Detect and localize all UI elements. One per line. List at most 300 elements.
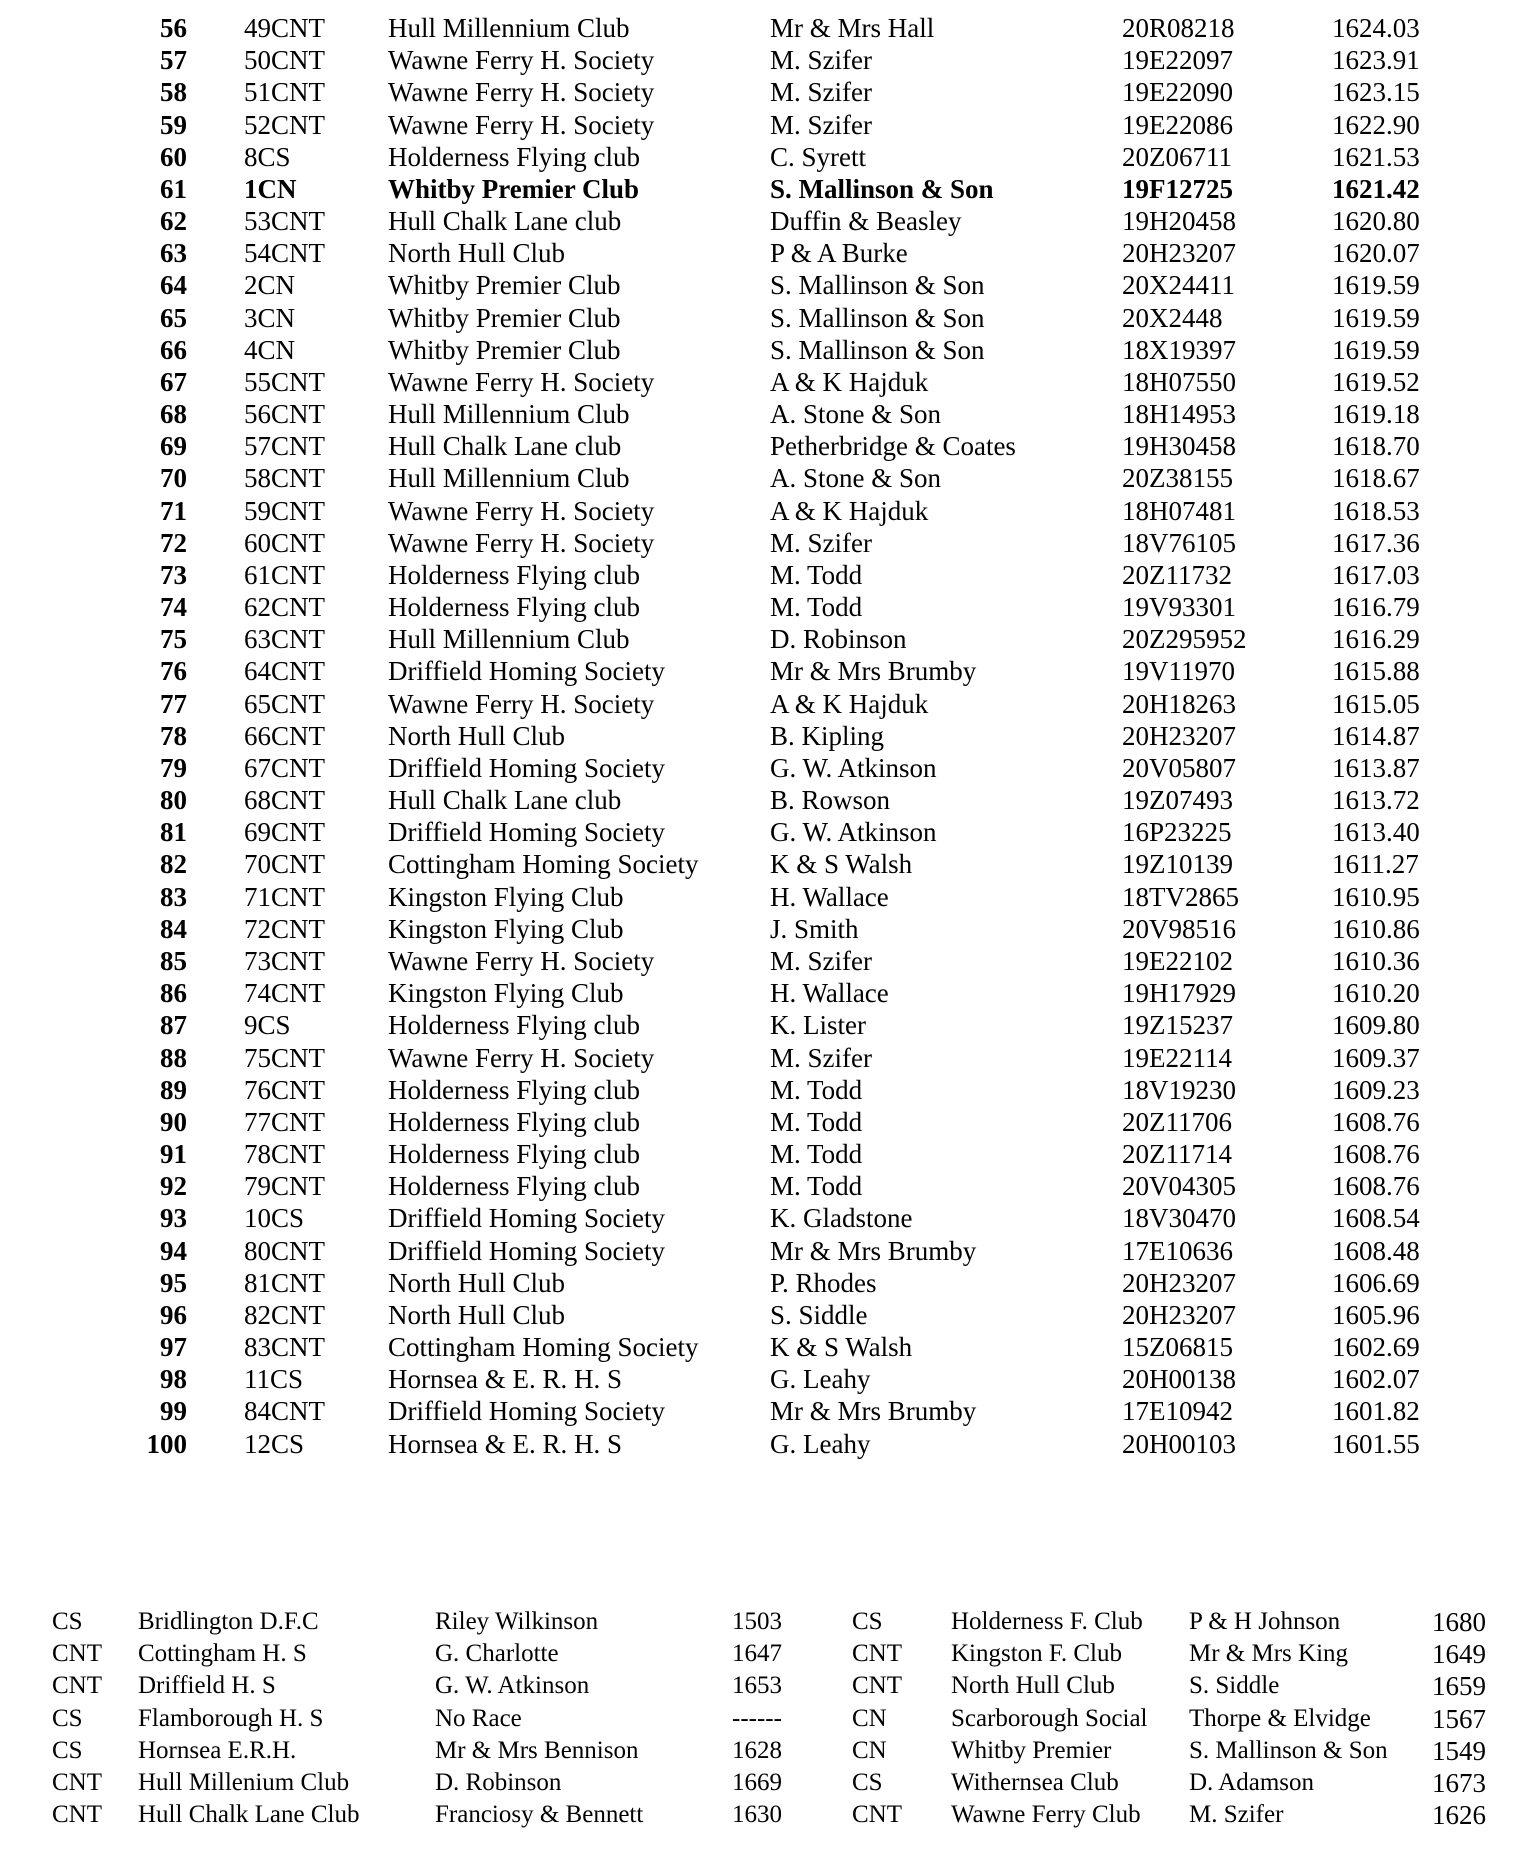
section-code-cell: 54CNT [244, 238, 325, 269]
velocity-cell: 1608.48 [1332, 1235, 1420, 1266]
table-row [0, 1074, 1517, 1106]
club-cell: Wawne Ferry H. Society [388, 945, 655, 976]
fancier-name-cell: A & K Hajduk [770, 688, 929, 719]
club-cell: Hull Millennium Club [388, 624, 630, 655]
position-cell: 67 [160, 366, 187, 397]
club-cell: Holderness Flying club [388, 1106, 640, 1137]
position-cell: 96 [160, 1299, 187, 1330]
table-row [0, 44, 1517, 76]
section-code-cell: 76CNT [244, 1074, 325, 1105]
velocity-cell: 1608.76 [1332, 1106, 1420, 1137]
club-cell: Wawne Ferry H. Society [388, 45, 655, 76]
section-code-cell: 71CNT [244, 881, 325, 912]
club-cell: Cottingham H. S [138, 1640, 307, 1668]
fancier-name-cell: S. Mallinson & Son [770, 270, 985, 301]
fancier-name-cell: K. Gladstone [770, 1203, 913, 1234]
table-row [0, 302, 1517, 334]
section-cell: CN [852, 1736, 887, 1764]
fancier-name-cell: H. Wallace [770, 881, 889, 912]
club-cell: Wawne Ferry H. Society [388, 527, 655, 558]
table-row [0, 76, 1517, 108]
section-cell: CNT [52, 1672, 102, 1700]
ring-number-cell: 19E22090 [1122, 77, 1233, 108]
ring-number-cell: 20V98516 [1122, 913, 1236, 944]
table-row [0, 1428, 1517, 1460]
table-row [0, 1363, 1517, 1395]
fancier-name-cell: Mr & Mrs Brumby [770, 1235, 977, 1266]
position-cell: 98 [160, 1364, 187, 1395]
velocity-cell: 1609.23 [1332, 1074, 1420, 1105]
section-cell: CN [852, 1704, 887, 1732]
velocity-cell: 1623.91 [1332, 45, 1420, 76]
fancier-name-cell: Mr & Mrs Brumby [770, 1396, 977, 1427]
section-cell: CNT [52, 1801, 102, 1829]
section-code-cell: 59CNT [244, 495, 325, 526]
table-row [0, 269, 1517, 301]
position-cell: 86 [160, 978, 187, 1009]
club-cell: Holderness Flying club [388, 1139, 640, 1170]
velocity-cell: 1610.95 [1332, 881, 1420, 912]
table-row [0, 205, 1517, 237]
position-cell: 75 [160, 624, 187, 655]
velocity-cell: 1567 [1432, 1703, 1486, 1734]
fancier-name-cell: Petherbridge & Coates [770, 431, 1016, 462]
velocity-cell: 1613.87 [1332, 752, 1420, 783]
fancier-name-cell: P & A Burke [770, 238, 908, 269]
ring-number-cell: 20Z06711 [1122, 141, 1232, 172]
position-cell: 87 [160, 1010, 187, 1041]
ring-number-cell: 19E22102 [1122, 945, 1233, 976]
velocity-cell: 1608.54 [1332, 1203, 1420, 1234]
club-cell: Kingston Flying Club [388, 978, 624, 1009]
ring-number-cell: 19Z07493 [1122, 785, 1233, 816]
club-cell: North Hull Club [388, 720, 566, 751]
section-code-cell: 4CN [244, 334, 296, 365]
position-cell: 73 [160, 559, 187, 590]
fancier-name-cell: M. Todd [770, 1074, 863, 1105]
club-cell: Bridlington D.F.C [138, 1608, 319, 1635]
table-row [0, 1299, 1517, 1331]
fancier-name-cell: G. Leahy [770, 1428, 871, 1459]
position-cell: 58 [160, 77, 187, 108]
winner-name-cell: G. Charlotte [435, 1640, 559, 1668]
table-row [0, 1106, 1517, 1138]
table-row [0, 1042, 1517, 1074]
velocity-cell: 1669 [732, 1768, 782, 1796]
winner-name-cell: No Race [435, 1704, 522, 1732]
winner-name-cell: Riley Wilkinson [435, 1608, 599, 1635]
section-code-cell: 55CNT [244, 366, 325, 397]
club-cell: Wawne Ferry H. Society [388, 1042, 655, 1073]
section-code-cell: 11CS [244, 1364, 304, 1395]
fancier-name-cell: S. Siddle [770, 1299, 868, 1330]
fancier-name-cell: M. Todd [770, 559, 863, 590]
fancier-name-cell: Mr & Mrs Brumby [770, 656, 977, 687]
section-code-cell: 70CNT [244, 849, 325, 880]
velocity-cell: 1619.18 [1332, 399, 1420, 430]
section-code-cell: 52CNT [244, 109, 325, 140]
table-row [0, 784, 1517, 816]
club-cell: Flamborough H. S [138, 1704, 324, 1732]
club-winner-row [0, 1606, 1517, 1638]
ring-number-cell: 20H00138 [1122, 1364, 1236, 1395]
club-cell: Whitby Premier [951, 1736, 1112, 1764]
ring-number-cell: 20V05807 [1122, 752, 1236, 783]
section-code-cell: 63CNT [244, 624, 325, 655]
table-row [0, 1138, 1517, 1170]
velocity-cell: 1613.72 [1332, 785, 1420, 816]
position-cell: 63 [160, 238, 187, 269]
ring-number-cell: 20X24411 [1122, 270, 1235, 301]
velocity-cell: 1621.53 [1332, 141, 1420, 172]
club-cell: Driffield Homing Society [388, 817, 665, 848]
table-row [0, 881, 1517, 913]
winner-name-cell: S. Siddle [1189, 1672, 1280, 1700]
winner-name-cell: Thorpe & Elvidge [1189, 1704, 1371, 1732]
club-cell: Kingston Flying Club [388, 881, 624, 912]
club-cell: Wawne Ferry H. Society [388, 366, 655, 397]
position-cell: 77 [160, 688, 187, 719]
velocity-cell: 1610.20 [1332, 978, 1420, 1009]
fancier-name-cell: S. Mallinson & Son [770, 334, 985, 365]
results-table [0, 12, 1517, 1460]
ring-number-cell: 20Z295952 [1122, 624, 1247, 655]
fancier-name-cell: G. W. Atkinson [770, 817, 937, 848]
club-cell: Hornsea & E. R. H. S [388, 1364, 622, 1395]
position-cell: 89 [160, 1074, 187, 1105]
position-cell: 99 [160, 1396, 187, 1427]
velocity-cell: 1623.15 [1332, 77, 1420, 108]
section-code-cell: 69CNT [244, 817, 325, 848]
section-code-cell: 81CNT [244, 1267, 325, 1298]
position-cell: 83 [160, 881, 187, 912]
velocity-cell: 1616.29 [1332, 624, 1420, 655]
table-row [0, 720, 1517, 752]
position-cell: 59 [160, 109, 187, 140]
club-cell: Hull Millennium Club [388, 399, 630, 430]
club-cell: Holderness Flying club [388, 592, 640, 623]
velocity-cell: 1624.03 [1332, 13, 1420, 43]
club-cell: Driffield Homing Society [388, 752, 665, 783]
ring-number-cell: 20X2448 [1122, 302, 1223, 333]
club-winner-row [0, 1799, 1517, 1831]
section-code-cell: 74CNT [244, 978, 325, 1009]
club-cell: Hull Millennium Club [388, 13, 630, 43]
section-code-cell: 49CNT [244, 13, 325, 43]
club-cell: North Hull Club [388, 1299, 566, 1330]
table-row [0, 977, 1517, 1009]
table-row [0, 688, 1517, 720]
section-code-cell: 10CS [244, 1203, 305, 1234]
velocity-cell: 1601.55 [1332, 1428, 1420, 1459]
club-cell: Driffield Homing Society [388, 1396, 665, 1427]
velocity-cell: 1610.86 [1332, 913, 1420, 944]
ring-number-cell: 20Z11706 [1122, 1106, 1232, 1137]
winner-name-cell: Franciosy & Bennett [435, 1801, 644, 1829]
club-winner-row [0, 1670, 1517, 1702]
ring-number-cell: 19E22114 [1122, 1042, 1232, 1073]
velocity-cell: 1615.05 [1332, 688, 1420, 719]
fancier-name-cell: A. Stone & Son [770, 399, 942, 430]
section-code-cell: 84CNT [244, 1396, 325, 1427]
table-row [0, 848, 1517, 880]
fancier-name-cell: J. Smith [770, 913, 859, 944]
velocity-cell: 1614.87 [1332, 720, 1420, 751]
club-cell: Driffield Homing Society [388, 656, 665, 687]
ring-number-cell: 17E10636 [1122, 1235, 1233, 1266]
table-row [0, 109, 1517, 141]
club-cell: Hull Chalk Lane Club [138, 1801, 360, 1829]
velocity-cell: 1622.90 [1332, 109, 1420, 140]
velocity-cell: 1628 [732, 1736, 782, 1764]
winner-name-cell: M. Szifer [1189, 1801, 1284, 1829]
club-cell: Whitby Premier Club [388, 173, 640, 204]
position-cell: 90 [160, 1106, 187, 1137]
club-cell: Hull Chalk Lane club [388, 206, 622, 237]
section-code-cell: 73CNT [244, 945, 325, 976]
position-cell: 80 [160, 785, 187, 816]
section-code-cell: 1CN [244, 173, 297, 204]
table-row [0, 495, 1517, 527]
table-row [0, 1267, 1517, 1299]
velocity-cell: 1613.40 [1332, 817, 1420, 848]
winner-name-cell: S. Mallinson & Son [1189, 1736, 1388, 1764]
fancier-name-cell: M. Szifer [770, 527, 872, 558]
position-cell: 78 [160, 720, 187, 751]
velocity-cell: 1616.79 [1332, 592, 1420, 623]
club-winner-row [0, 1638, 1517, 1670]
club-cell: Hornsea & E. R. H. S [388, 1428, 622, 1459]
section-code-cell: 50CNT [244, 45, 325, 76]
position-cell: 81 [160, 817, 187, 848]
ring-number-cell: 15Z06815 [1122, 1332, 1233, 1363]
fancier-name-cell: Duffin & Beasley [770, 206, 962, 237]
fancier-name-cell: K. Lister [770, 1010, 866, 1041]
section-code-cell: 82CNT [244, 1299, 325, 1330]
fancier-name-cell: M. Todd [770, 1171, 863, 1202]
position-cell: 57 [160, 45, 187, 76]
club-cell: Withernsea Club [951, 1768, 1119, 1796]
velocity-cell: 1618.70 [1332, 431, 1420, 462]
position-cell: 74 [160, 592, 187, 623]
winner-name-cell: Mr & Mrs King [1189, 1640, 1349, 1668]
section-code-cell: 65CNT [244, 688, 325, 719]
club-cell: Hull Chalk Lane club [388, 431, 622, 462]
velocity-cell: 1619.52 [1332, 366, 1420, 397]
position-cell: 60 [160, 141, 187, 172]
ring-number-cell: 19H30458 [1122, 431, 1236, 462]
ring-number-cell: 19E22086 [1122, 109, 1233, 140]
table-row [0, 398, 1517, 430]
section-code-cell: 66CNT [244, 720, 325, 751]
section-code-cell: 2CN [244, 270, 296, 301]
ring-number-cell: 20H23207 [1122, 1267, 1236, 1298]
ring-number-cell: 20R08218 [1122, 13, 1235, 43]
ring-number-cell: 18H07481 [1122, 495, 1236, 526]
fancier-name-cell: G. Leahy [770, 1364, 871, 1395]
section-cell: CNT [52, 1768, 102, 1796]
velocity-cell: 1680 [1432, 1607, 1486, 1637]
section-code-cell: 83CNT [244, 1332, 325, 1363]
winner-name-cell: Mr & Mrs Bennison [435, 1736, 639, 1764]
section-code-cell: 53CNT [244, 206, 325, 237]
position-cell: 93 [160, 1203, 187, 1234]
club-cell: Kingston F. Club [951, 1640, 1122, 1668]
club-cell: North Hull Club [951, 1672, 1115, 1700]
position-cell: 72 [160, 527, 187, 558]
velocity-cell: 1647 [732, 1640, 782, 1668]
velocity-cell: 1609.37 [1332, 1042, 1420, 1073]
velocity-cell: 1621.42 [1332, 173, 1420, 204]
section-cell: CNT [852, 1640, 902, 1668]
table-row [0, 12, 1517, 44]
ring-number-cell: 20Z38155 [1122, 463, 1233, 494]
fancier-name-cell: B. Rowson [770, 785, 891, 816]
table-row [0, 430, 1517, 462]
club-cell: Holderness F. Club [951, 1608, 1143, 1635]
fancier-name-cell: M. Todd [770, 1106, 863, 1137]
section-code-cell: 60CNT [244, 527, 325, 558]
club-cell: Hull Millennium Club [388, 463, 630, 494]
fancier-name-cell: B. Kipling [770, 720, 885, 751]
fancier-name-cell: G. W. Atkinson [770, 752, 937, 783]
table-row [0, 591, 1517, 623]
section-code-cell: 78CNT [244, 1139, 325, 1170]
table-row [0, 462, 1517, 494]
section-code-cell: 61CNT [244, 559, 325, 590]
winner-name-cell: D. Robinson [435, 1768, 562, 1796]
section-code-cell: 56CNT [244, 399, 325, 430]
ring-number-cell: 18V30470 [1122, 1203, 1236, 1234]
position-cell: 82 [160, 849, 187, 880]
velocity-cell: 1620.80 [1332, 206, 1420, 237]
table-row [0, 1395, 1517, 1427]
fancier-name-cell: M. Todd [770, 1139, 863, 1170]
velocity-cell: 1611.27 [1332, 849, 1419, 880]
table-row [0, 237, 1517, 269]
position-cell: 61 [160, 173, 187, 204]
position-cell: 79 [160, 752, 187, 783]
section-code-cell: 67CNT [244, 752, 325, 783]
section-code-cell: 12CS [244, 1428, 305, 1459]
section-code-cell: 3CN [244, 302, 296, 333]
table-row [0, 1235, 1517, 1267]
ring-number-cell: 20H23207 [1122, 238, 1236, 269]
section-code-cell: 8CS [244, 141, 291, 172]
position-cell: 91 [160, 1139, 187, 1170]
fancier-name-cell: A & K Hajduk [770, 366, 929, 397]
velocity-cell: 1615.88 [1332, 656, 1420, 687]
section-code-cell: 57CNT [244, 431, 325, 462]
club-cell: Whitby Premier Club [388, 334, 621, 365]
position-cell: 68 [160, 399, 187, 430]
ring-number-cell: 17E10942 [1122, 1396, 1233, 1427]
section-code-cell: 72CNT [244, 913, 325, 944]
ring-number-cell: 20H00103 [1122, 1428, 1236, 1459]
ring-number-cell: 18TV2865 [1122, 881, 1239, 912]
position-cell: 65 [160, 302, 187, 333]
ring-number-cell: 20Z11714 [1122, 1139, 1232, 1170]
velocity-cell: 1649 [1432, 1639, 1486, 1670]
fancier-name-cell: M. Szifer [770, 109, 872, 140]
velocity-cell: 1619.59 [1332, 302, 1420, 333]
fancier-name-cell: M. Todd [770, 592, 863, 623]
section-code-cell: 77CNT [244, 1106, 325, 1137]
fancier-name-cell: M. Szifer [770, 77, 872, 108]
table-row [0, 1009, 1517, 1041]
ring-number-cell: 18X19397 [1122, 334, 1236, 365]
ring-number-cell: 19V11970 [1122, 656, 1235, 687]
fancier-name-cell: M. Szifer [770, 45, 872, 76]
position-cell: 88 [160, 1042, 187, 1073]
position-cell: 71 [160, 495, 187, 526]
velocity-cell: 1618.67 [1332, 463, 1420, 494]
velocity-cell: 1626 [1432, 1800, 1486, 1831]
table-row [0, 1202, 1517, 1234]
position-cell: 66 [160, 334, 187, 365]
club-cell: Hull Chalk Lane club [388, 785, 622, 816]
section-cell: CS [52, 1608, 83, 1635]
position-cell: 76 [160, 656, 187, 687]
club-cell: Whitby Premier Club [388, 270, 621, 301]
section-code-cell: 80CNT [244, 1235, 325, 1266]
ring-number-cell: 19Z10139 [1122, 849, 1233, 880]
club-winner-row [0, 1735, 1517, 1767]
section-code-cell: 62CNT [244, 592, 325, 623]
fancier-name-cell: K & S Walsh [770, 849, 913, 880]
velocity-cell: 1610.36 [1332, 945, 1420, 976]
ring-number-cell: 19Z15237 [1122, 1010, 1233, 1041]
club-cell: North Hull Club [388, 238, 566, 269]
ring-number-cell: 18V19230 [1122, 1074, 1236, 1105]
velocity-cell: 1606.69 [1332, 1267, 1420, 1298]
club-cell: Hull Millenium Club [138, 1768, 350, 1796]
position-cell: 84 [160, 913, 187, 944]
section-cell: CS [52, 1704, 83, 1732]
club-cell: Holderness Flying club [388, 141, 640, 172]
position-cell: 97 [160, 1332, 187, 1363]
section-cell: CNT [852, 1672, 902, 1700]
fancier-name-cell: S. Mallinson & Son [770, 302, 985, 333]
velocity-cell: 1659 [1432, 1671, 1486, 1702]
ring-number-cell: 20H23207 [1122, 720, 1236, 751]
club-cell: Kingston Flying Club [388, 913, 624, 944]
ring-number-cell: 19H20458 [1122, 206, 1236, 237]
table-row [0, 527, 1517, 559]
velocity-cell: 1601.82 [1332, 1396, 1420, 1427]
club-cell: Cottingham Homing Society [388, 849, 699, 880]
ring-number-cell: 18H07550 [1122, 366, 1236, 397]
ring-number-cell: 18H14953 [1122, 399, 1236, 430]
fancier-name-cell: M. Szifer [770, 945, 872, 976]
club-cell: Wawne Ferry H. Society [388, 109, 655, 140]
ring-number-cell: 20V04305 [1122, 1171, 1236, 1202]
club-cell: Holderness Flying club [388, 559, 640, 590]
table-row [0, 334, 1517, 366]
fancier-name-cell: C. Syrett [770, 141, 867, 172]
section-code-cell: 9CS [244, 1010, 291, 1041]
club-winners-table [0, 1606, 1517, 1831]
club-cell: Hornsea E.R.H. [138, 1736, 297, 1764]
fancier-name-cell: K & S Walsh [770, 1332, 913, 1363]
club-cell: Wawne Ferry H. Society [388, 688, 655, 719]
table-row [0, 141, 1517, 173]
position-cell: 95 [160, 1267, 187, 1298]
ring-number-cell: 20H23207 [1122, 1299, 1236, 1330]
section-code-cell: 75CNT [244, 1042, 325, 1073]
velocity-cell: 1620.07 [1332, 238, 1420, 269]
velocity-cell: 1673 [1432, 1767, 1486, 1798]
